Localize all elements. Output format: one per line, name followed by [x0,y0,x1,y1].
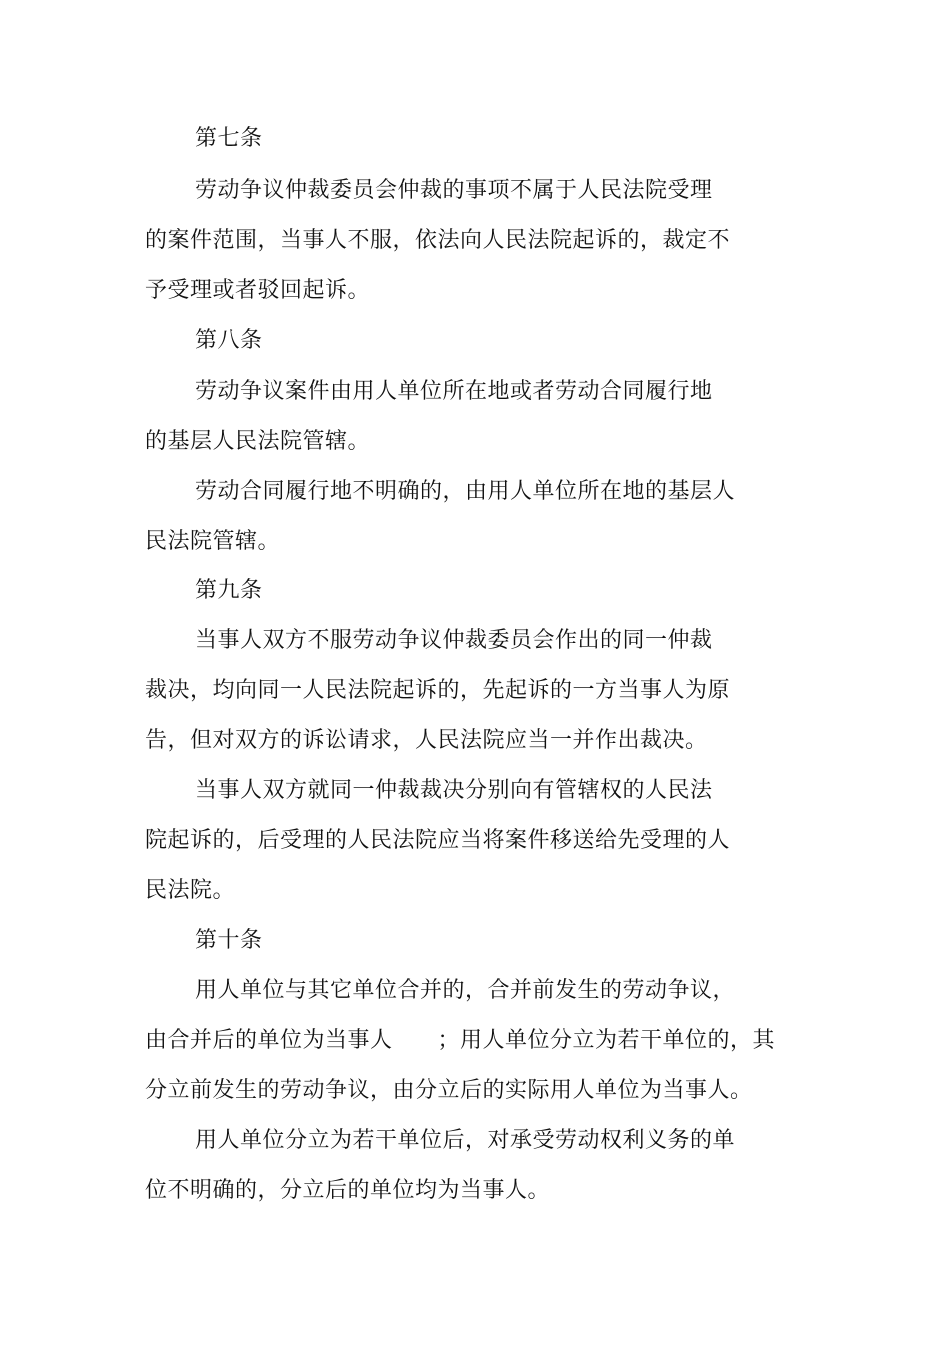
paragraph-line: 民法院管辖。 [145,529,281,554]
paragraph-line: 劳动合同履行地不明确的，由用人单位所在地的基层人 [195,479,736,504]
article-heading: 第十条 [195,928,263,953]
paragraph-line: 由合并后的单位为当事人 ；用人单位分立为若干单位的，其 [145,1028,776,1053]
paragraph-line: 当事人双方不服劳动争议仲裁委员会作出的同一仲裁 [195,628,713,653]
paragraph-line: 当事人双方就同一仲裁裁决分别向有管辖权的人民法 [195,778,713,803]
paragraph-line: 位不明确的，分立后的单位均为当事人。 [145,1178,551,1203]
article-heading: 第八条 [195,328,263,353]
article-heading: 第七条 [195,126,263,151]
paragraph-line: 的基层人民法院管辖。 [145,429,371,454]
paragraph-line: 院起诉的，后受理的人民法院应当将案件移送给先受理的人 [145,828,731,853]
paragraph-line: 告，但对双方的诉讼请求，人民法院应当一并作出裁决。 [145,728,708,753]
paragraph-line: 劳动争议仲裁委员会仲裁的事项不属于人民法院受理 [195,178,713,203]
paragraph-line: 予受理或者驳回起诉。 [145,278,371,303]
paragraph-line: 用人单位分立为若干单位后，对承受劳动权利义务的单 [195,1128,736,1153]
paragraph-line: 用人单位与其它单位合并的，合并前发生的劳动争议， [195,978,736,1003]
paragraph-line: 的案件范围，当事人不服，依法向人民法院起诉的，裁定不 [145,228,731,253]
article-heading: 第九条 [195,578,263,603]
paragraph-line: 民法院。 [145,878,236,903]
paragraph-line: 裁决，均向同一人民法院起诉的，先起诉的一方当事人为原 [145,678,731,703]
paragraph-line: 劳动争议案件由用人单位所在地或者劳动合同履行地 [195,379,713,404]
paragraph-line: 分立前发生的劳动争议，由分立后的实际用人单位为当事人。 [145,1078,753,1103]
